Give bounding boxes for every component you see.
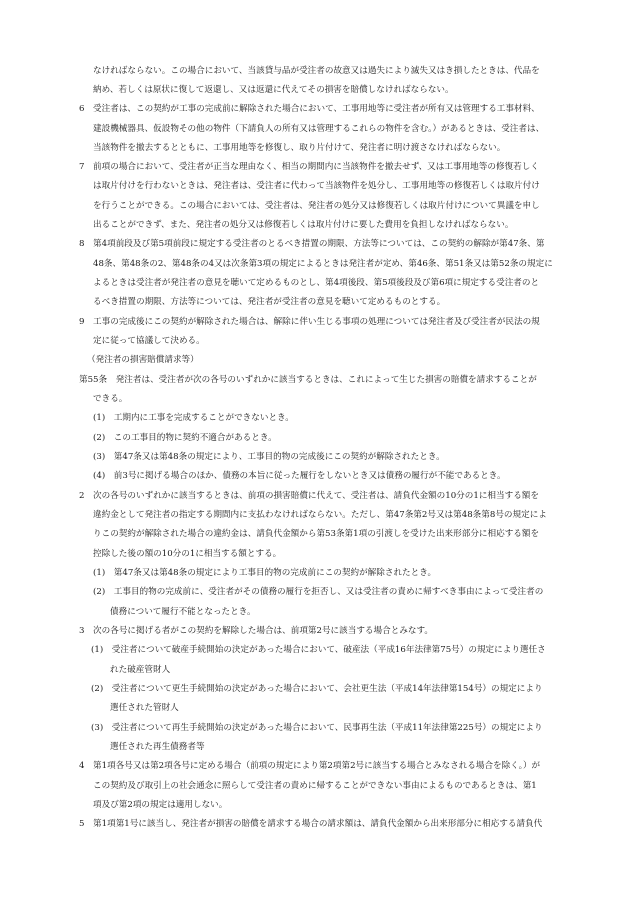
text-line: (1) 工期内に工事を完成することができないとき。: [93, 413, 294, 423]
text-line: 5 第1項第1号に該当し、発注者が損害の賠償を請求する場合の請求額は、請負代金額から出来形部分に相応する請負代: [79, 819, 543, 829]
text-line: 出ることができず、また、発注者の処分又は修復若しくは取片付けに要した費用を負担しなければならない。: [93, 220, 514, 230]
text-line: 2 次の各号のいずれかに該当するときは、前項の損害賠償に代えて、受注者は、請負代金額の10分の1に相当する額を: [79, 491, 539, 501]
text-line: 当該物件を撤去するとともに、工事用地等を修復し、取り片付けて、発注者に明け渡さなければならない。: [93, 143, 506, 153]
text-line: は取片付けを行わないときは、発注者は、受注者に代わって当該物件を処分し、工事用地等の修復若しくは取片付け: [93, 181, 540, 191]
text-line: 選任された再生債務者等: [110, 742, 205, 752]
text-line: (3) 受注者について再生手続開始の決定があった場合において、民事再生法（平成11年法律第225号）の規定により: [91, 723, 543, 733]
text-line: (2) この工事目的物に契約不適合があるとき。: [93, 433, 277, 443]
text-line: 建設機械器具、仮設物その他の物件（下請負人の所有又は管理するこれらの物件を含む。）があるときは、受注者は、: [93, 124, 545, 134]
text-line: 第55条 発注者は、受注者が次の各号のいずれかに該当するときは、これによって生じた損害の賠償を請求することが: [79, 375, 537, 385]
text-line: (1) 第47条又は第48条の規定により工事目的物の完成前にこの契約が解除されたとき。: [93, 568, 437, 578]
text-line: (3) 第47条又は第48条の規定により、工事目的物の完成後にこの契約が解除されたとき。: [93, 452, 445, 462]
text-line: (1) 受注者について破産手続開始の決定があった場合において、破産法（平成16年法律第75号）の規定により選任さ: [91, 645, 546, 655]
text-line: を行うことができる。この場合においては、受注者は、発注者の処分又は修復若しくは取片付けについて異議を申し: [93, 201, 540, 211]
text-line: (2) 工事目的物の完成前に、受注者がその債務の履行を拒否し、又は受注者の責めに帰すべき事由によって受注者の: [93, 587, 544, 597]
text-line: (4) 前3号に掲げる場合のほか、債務の本旨に従った履行をしないとき又は債務の履行が不能であるとき。: [93, 471, 506, 481]
text-line: 違約金として発注者の指定する期間内に支払わなければならない。ただし、第47条第2号又は第48条第8号の規定によ: [93, 510, 547, 520]
text-line: （発注者の損害賠償請求等）: [87, 355, 199, 365]
text-line: 債務について履行不能となったとき。: [110, 607, 256, 617]
text-line: 9 工事の完成後にこの契約が解除された場合は、解除に伴い生じる事項の処理については発注者及び受注者が民法の規: [79, 317, 540, 327]
text-line: 7 前項の場合において、受注者が正当な理由なく、相当の期間内に当該物件を撤去せず、又は工事用地等の修復若しく: [79, 162, 539, 172]
text-line: 定に従って協議して決める。: [93, 336, 205, 346]
text-line: れた破産管財人: [110, 665, 171, 675]
text-line: 8 第4項前段及び第5項前段に規定する受注者のとるべき措置の期限、方法等については、この契約の解除が第47条、第: [79, 239, 545, 249]
text-line: 選任された管財人: [110, 703, 179, 713]
text-line: 納め、若しくは原状に復して返還し、又は返還に代えてその損害を賠償しなければならない。: [93, 85, 454, 95]
text-line: なければならない。この場合において、当該貸与品が受注者の故意又は過失により滅失又はき損したときは、代品を: [93, 66, 540, 76]
text-line: 控除した後の額の10分の1に相当する額とする。: [93, 549, 282, 559]
text-line: (2) 受注者について更生手続開始の決定があった場合において、会社更生法（平成14年法律第154号）の規定により: [91, 684, 543, 694]
text-line: 6 受注者は、この契約が工事の完成前に解除された場合において、工事用地等に受注者が所有又は管理する工事材料、: [79, 104, 540, 114]
text-line: この契約及び取引上の社会通念に照らして受注者の責めに帰することができない事由によるものであるときは、第1: [93, 781, 537, 791]
text-line: よるときは受注者が発注者の意見を聴いて定めるものとし、第4項後段、第5項後段及び第6項に規定する受注者のと: [93, 278, 540, 288]
text-line: るべき措置の期限、方法等については、発注者が受注者の意見を聴いて定めるものとする。: [93, 297, 446, 307]
text-line: 4 第1項各号又は第2項各号に定める場合（前項の規定により第2項第2号に該当する場合とみなされる場合を除く。）が: [79, 761, 541, 771]
text-line: できる。: [93, 394, 128, 404]
text-line: りこの契約が解除された場合の違約金は、請負代金額から第53条第1項の引渡しを受けた出来形部分に相応する額を: [93, 529, 540, 539]
text-line: 48条、第48条の2、第48条の4又は次条第3項の規定によるときは発注者が定め、第46条、第51条又は第52条の規定に: [93, 259, 553, 269]
text-line: 3 次の各号に掲げる者がこの契約を解除した場合は、前項第2号に該当する場合とみなす。: [79, 626, 433, 636]
text-line: 項及び第2項の規定は適用しない。: [93, 800, 228, 810]
